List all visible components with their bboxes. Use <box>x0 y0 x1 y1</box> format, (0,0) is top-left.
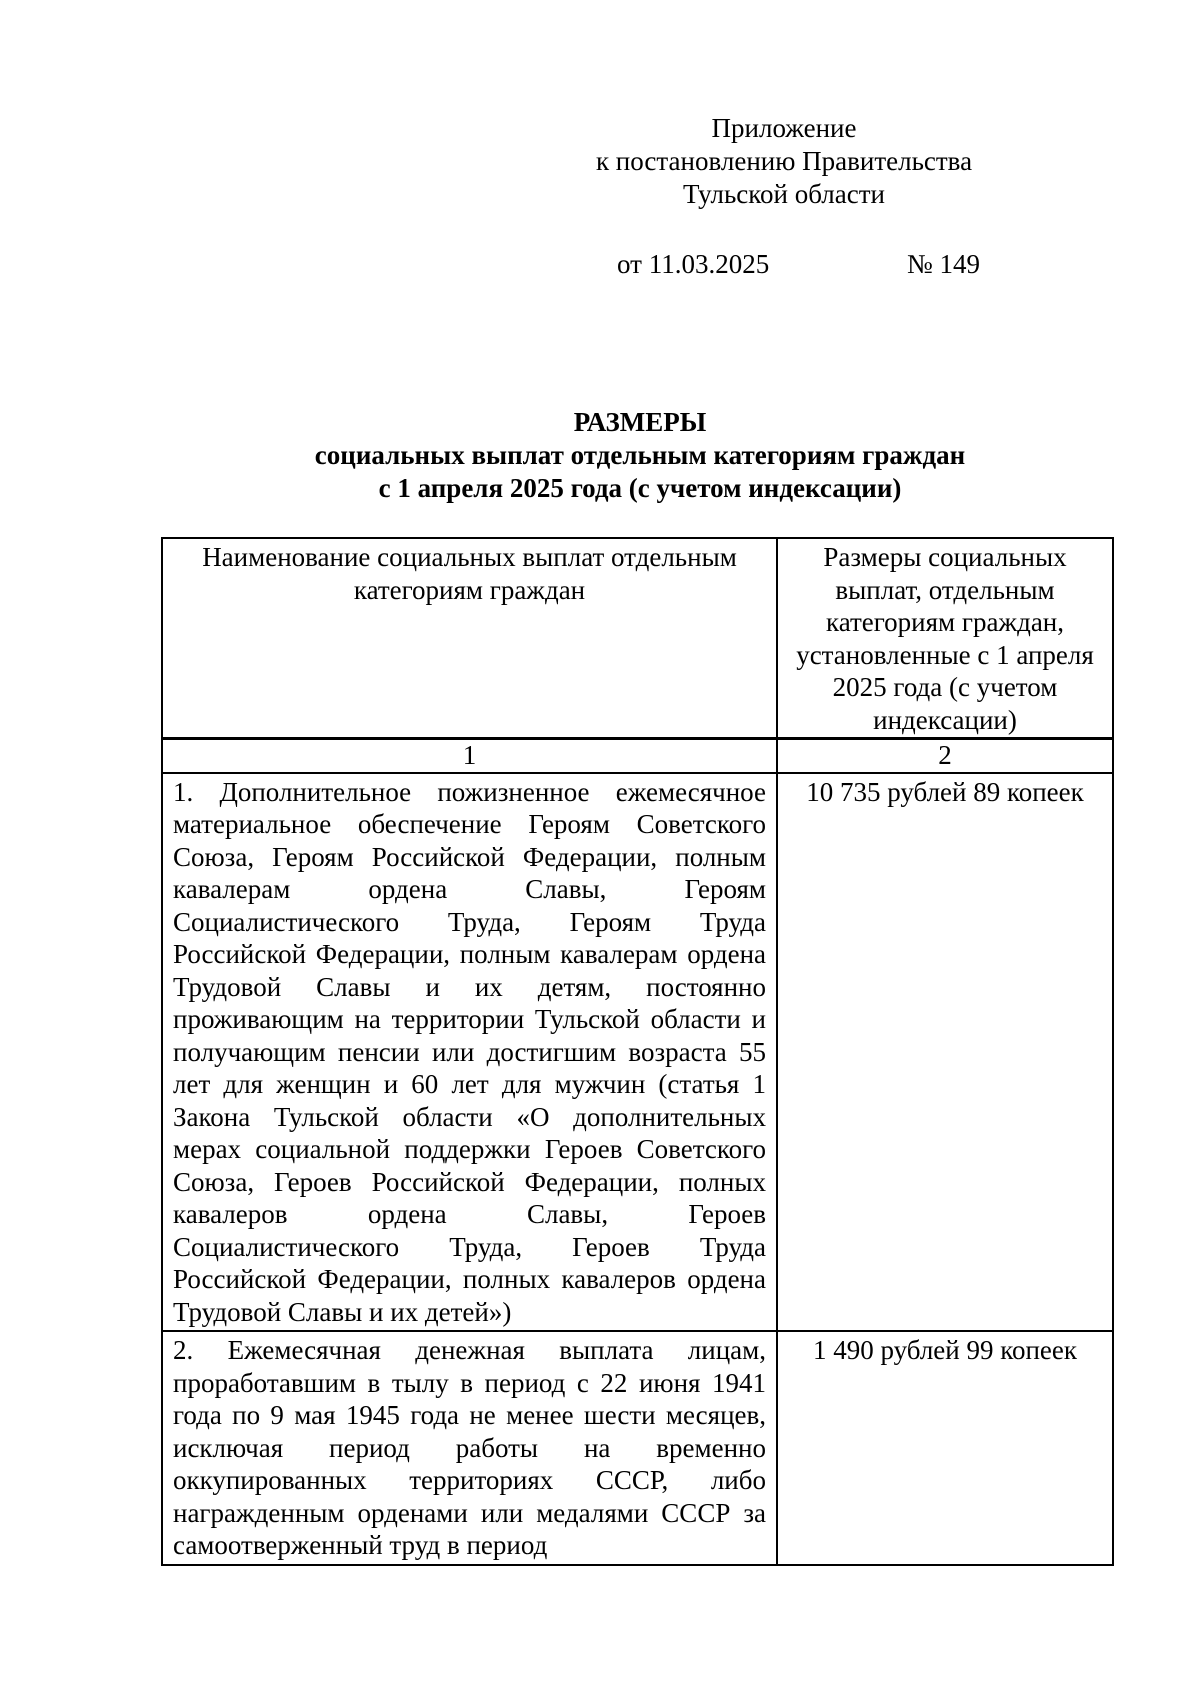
payment-description: 1. Дополнительное пожизненное ежемесячное материальное обеспечение Героям Советского Союза, Героям Российской Федерации, полным кавалерам ордена Славы, Героям Социалистического Труда, Героям Труда Российской Федерации, полным кавалерам ордена Трудовой Славы и их детям, постоянно проживающим на территории Тульской области и получающим пенсии или достигшим возраста 55 лет для женщин и 60 лет для мужчин (статья 1 Закона Тульской области «О дополнительных мерах социальной поддержки Героев Советского Союза, Героев Российской Федерации, полных кавалеров ордена Славы, Героев Социалистического Труда, Героев Труда Российской Федерации, полных кавалеров ордена Трудовой Славы и их детей») <box>162 773 777 1332</box>
appendix-decree-ref: к постановлению Правительства <box>595 146 973 176</box>
document-title <box>160 406 1120 505</box>
title-heading: РАЗМЕРЫ <box>573 407 707 437</box>
column-number-2: 2 <box>777 738 1113 773</box>
appendix-label: Приложение <box>711 113 857 143</box>
title-period: с 1 апреля 2025 года (с учетом индексации) <box>378 473 902 503</box>
header-cell-amount: Размеры социальных выплат, отдельным категориям граждан, установленные с 1 апреля 2025 года (с учетом индексации) <box>777 538 1113 739</box>
column-number-row <box>162 738 1113 773</box>
title-subheading: социальных выплат отдельным категориям граждан <box>314 440 966 470</box>
header-cell-name: Наименование социальных выплат отдельным категориям граждан <box>162 538 777 739</box>
decree-number: № 149 <box>907 249 981 279</box>
appendix-block <box>560 112 1008 211</box>
column-number-1: 1 <box>162 738 777 773</box>
table-row <box>162 1331 1113 1565</box>
payment-description: 2. Ежемесячная денежная выплата лицам, проработавшим в тылу в период с 22 июня 1941 года по 9 мая 1945 года не менее шести месяцев, исключая период работы на временно оккупированных территориях СССР, либо награжденным орденами или медалями СССР за самоотверженный труд в период <box>162 1331 777 1565</box>
payments-table <box>161 737 1114 1566</box>
decree-date: от 11.03.2025 <box>617 249 770 279</box>
table-header <box>161 537 1114 740</box>
appendix-region: Тульской области <box>683 179 885 209</box>
table-row <box>162 773 1113 1332</box>
payment-amount: 1 490 рублей 99 копеек <box>777 1331 1113 1565</box>
payment-amount: 10 735 рублей 89 копеек <box>777 773 1113 1332</box>
